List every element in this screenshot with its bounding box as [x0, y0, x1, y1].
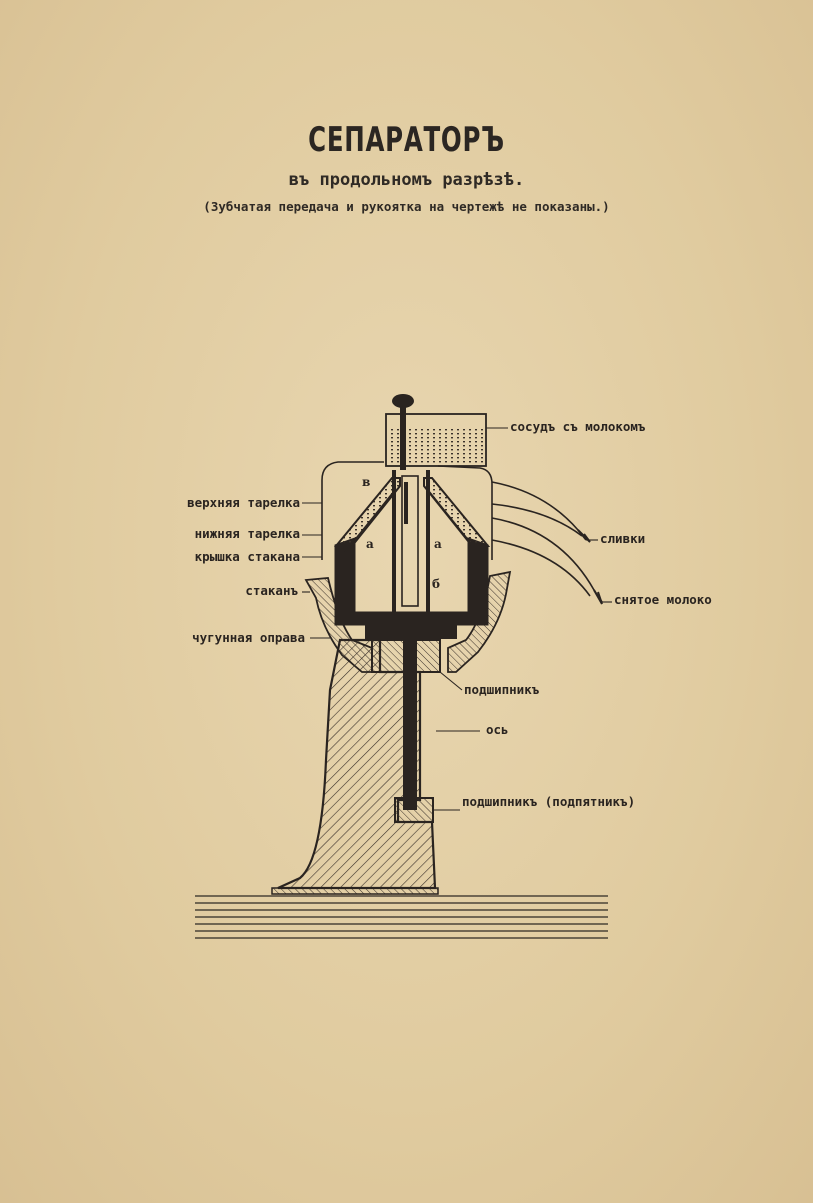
separator-drum [335, 538, 488, 639]
label-lower-plate: нижняя тарелка [194, 526, 300, 541]
label-cast-iron-frame: чугунная оправа [192, 630, 305, 645]
part-letter-a-left: а [366, 537, 374, 551]
floor-lines [195, 896, 608, 938]
page-subtitle: въ продольномъ разрѣзѣ. [288, 170, 525, 190]
page-title: СЕПАРАТОРЪ [308, 120, 505, 160]
part-letter-a-right: а [434, 537, 442, 551]
label-cup-lid: крышка стакана [194, 549, 300, 564]
outlet-spouts [492, 482, 602, 604]
label-skimmed-milk: снятое молоко [614, 592, 712, 607]
label-cream: сливки [600, 531, 646, 546]
label-axis: ось [486, 722, 509, 737]
part-letter-v: в [362, 475, 371, 489]
page-note: (Зубчатая передача и рукоятка на чертежѣ не показаны.) [203, 199, 610, 214]
part-letter-b: б [432, 577, 441, 591]
label-thrust-bearing: подшипникъ (подпятникъ) [462, 794, 636, 809]
label-bearing: подшипникъ [464, 682, 540, 697]
feed-tube [394, 470, 428, 612]
milk-vessel [386, 394, 486, 470]
label-upper-plate: верхняя тарелка [187, 495, 300, 510]
label-cup: стаканъ [245, 583, 298, 598]
label-milk-vessel: сосудъ съ молокомъ [510, 419, 646, 434]
cone-plates [336, 478, 488, 552]
